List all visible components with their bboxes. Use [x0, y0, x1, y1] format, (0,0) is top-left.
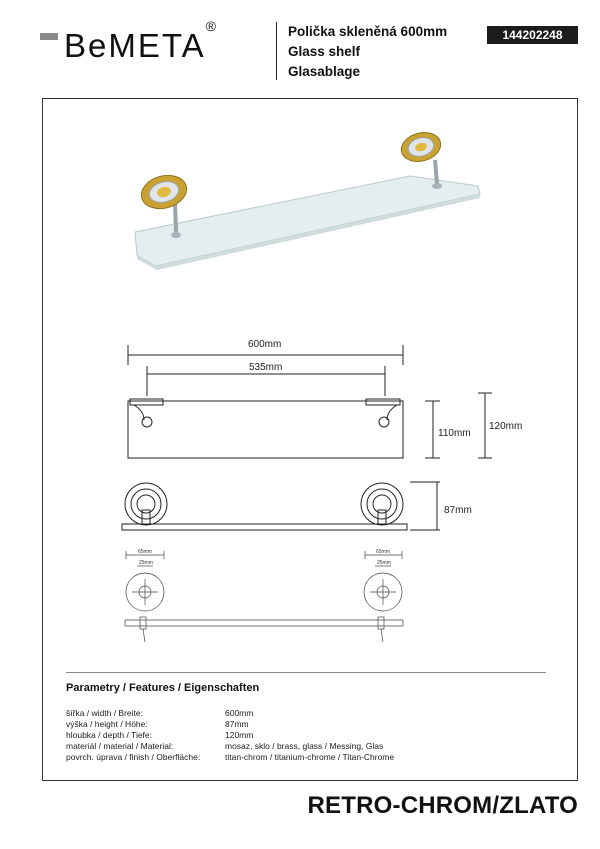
param-value: 87mm — [225, 719, 249, 729]
title-en: Glass shelf — [288, 44, 361, 59]
title-de: Glasablage — [288, 64, 361, 79]
params-title: Parametry / Features / Eigenschaften — [66, 682, 260, 694]
front-view — [128, 345, 492, 458]
title-cz: Polička skleněná 600mm — [288, 24, 448, 39]
brand-name: BeMETA — [64, 27, 206, 64]
dim-height-120: 120mm — [489, 421, 523, 432]
dim-depth: 87mm — [444, 505, 472, 516]
params-divider — [66, 672, 546, 673]
param-value: titan-chrom / titanium-chrome / Titan-Chrome — [225, 752, 395, 762]
dim-width-inner: 535mm — [249, 362, 283, 373]
registered-mark: ® — [205, 18, 218, 34]
dim-base-left: 65mm — [138, 549, 152, 555]
param-label: šířka / width / Breite: — [66, 708, 143, 718]
dim-width-total: 600mm — [248, 339, 282, 350]
dim-height-110: 110mm — [438, 428, 471, 439]
dim-base-right: 65mm — [376, 549, 390, 555]
dim-base-right-inner: 25mm — [377, 560, 391, 566]
param-label: hloubka / depth / Tiefe: — [66, 730, 153, 740]
wall-view — [125, 551, 403, 642]
param-value: 120mm — [225, 730, 254, 740]
dim-base-left-inner: 25mm — [139, 560, 153, 566]
param-label: výška / height / Höhe: — [66, 719, 148, 729]
finish-title: RETRO-CHROM/ZLATO — [307, 792, 578, 819]
product-code-badge: 144202248 — [487, 26, 578, 44]
param-label: povrch. úprava / finish / Oberfläche: — [66, 752, 201, 762]
param-value: mosaz, sklo / brass, glass / Messing, Glas — [225, 741, 384, 751]
top-view — [122, 482, 440, 530]
param-value: 600mm — [225, 708, 254, 718]
param-label: materiál / material / Material: — [66, 741, 174, 751]
product-photo — [135, 128, 480, 270]
